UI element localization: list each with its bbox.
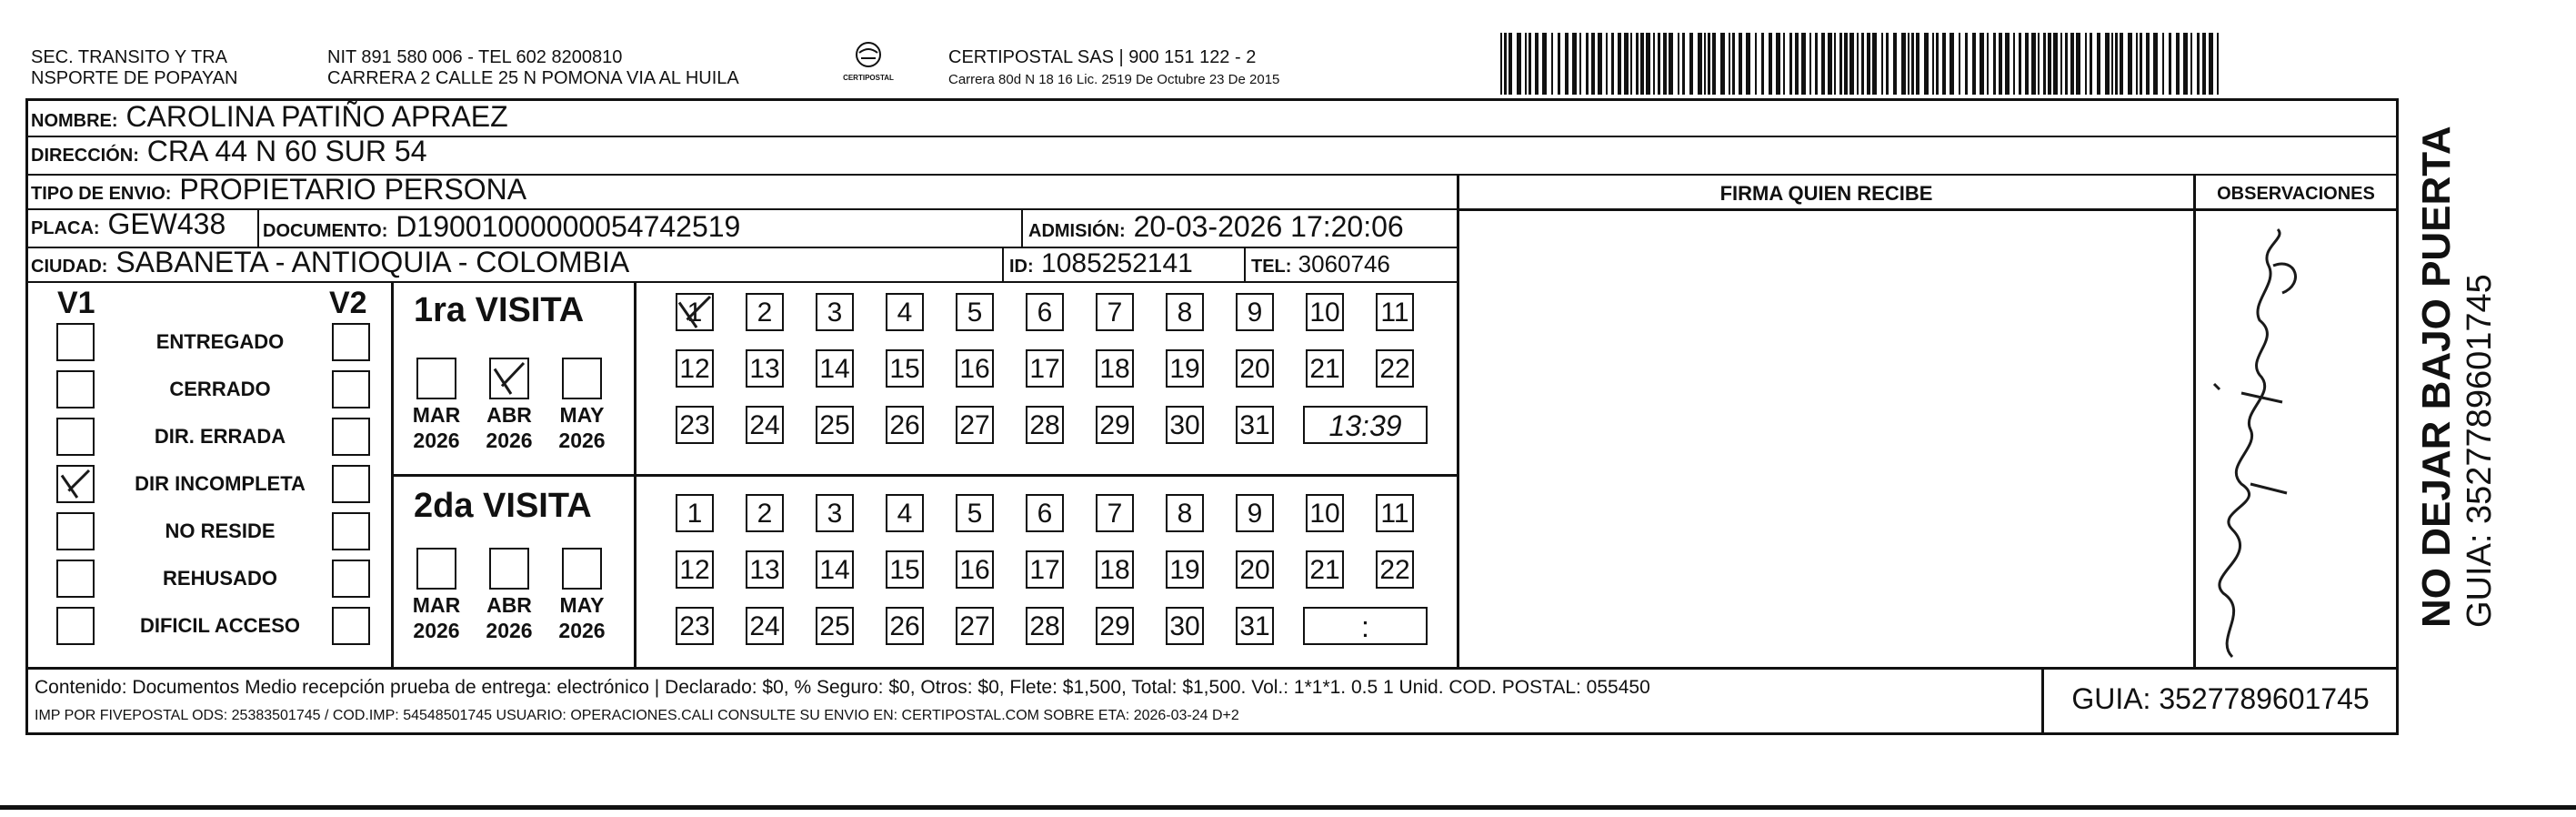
- barcode-bar: [1732, 33, 1735, 95]
- barcode-bar: [2053, 33, 2058, 95]
- guia-box: [2041, 667, 2397, 735]
- barcode-bar: [1844, 33, 1848, 95]
- day-cell[interactable]: 24: [746, 406, 784, 444]
- id-value: 1085252141: [1041, 248, 1193, 278]
- barcode-bar: [1586, 33, 1589, 95]
- day-cell[interactable]: 11: [1376, 494, 1414, 532]
- barcode-bar: [1542, 33, 1547, 95]
- barcode-bar: [1551, 33, 1553, 95]
- day-cell[interactable]: 30: [1166, 607, 1204, 645]
- barcode-bar: [2090, 33, 2092, 95]
- sender-line-2: NSPORTE DE POPAYAN: [31, 68, 238, 88]
- barcode-bar: [1558, 33, 1560, 95]
- day-cell[interactable]: 18: [1096, 550, 1134, 589]
- side-column-border: [2396, 176, 2399, 667]
- barcode-bar: [1525, 33, 1527, 95]
- day-cell[interactable]: 10: [1306, 494, 1344, 532]
- v1-checkbox[interactable]: [56, 465, 95, 503]
- reason-label: NO RESIDE: [165, 519, 276, 542]
- barcode-bar: [2111, 33, 2113, 95]
- barcode-bar: [2197, 33, 2200, 95]
- barcode-bar: [1972, 33, 1976, 95]
- month-name: ABR: [486, 593, 532, 617]
- barcode-bar: [1653, 33, 1655, 95]
- barcode-bar: [1901, 33, 1906, 95]
- barcode-bar: [1739, 33, 1742, 95]
- day-cell[interactable]: 20: [1236, 550, 1274, 589]
- ciudad-label: CIUDAD:: [31, 257, 108, 277]
- barcode-bar: [1646, 33, 1650, 95]
- v1-checkbox[interactable]: [56, 512, 95, 550]
- day-cell[interactable]: 3: [816, 494, 854, 532]
- barcode-bar: [1893, 33, 1897, 95]
- v2-checkbox[interactable]: [332, 323, 370, 361]
- day-cell[interactable]: 29: [1096, 406, 1134, 444]
- barcode-bar: [1861, 33, 1864, 95]
- barcode-bar: [1999, 33, 2002, 95]
- v2-checkbox[interactable]: [332, 512, 370, 550]
- v1-checkbox[interactable]: [56, 418, 95, 456]
- barcode-bar: [1993, 33, 1996, 95]
- direccion-label: DIRECCIÓN:: [31, 146, 139, 166]
- barcode-bar: [1746, 33, 1750, 95]
- day-cell[interactable]: 17: [1026, 550, 1064, 589]
- barcode-bar: [1678, 33, 1679, 95]
- barcode-bar: [1640, 33, 1644, 95]
- observations-area[interactable]: [2196, 211, 2396, 666]
- barcode-bar: [1500, 33, 1502, 95]
- visit1-title: 1ra VISITA: [414, 291, 585, 329]
- barcode-bar: [1809, 33, 1811, 95]
- barcode-bar: [2136, 33, 2138, 95]
- day-cell[interactable]: 13: [746, 349, 784, 388]
- v2-label: V2: [329, 286, 367, 320]
- barcode-bar: [1783, 33, 1785, 95]
- observaciones-label: OBSERVACIONES: [2217, 184, 2375, 204]
- day-cell[interactable]: 31: [1236, 406, 1274, 444]
- month-checkbox[interactable]: [416, 548, 456, 590]
- barcode-bar: [1712, 33, 1716, 95]
- barcode-bar: [1729, 33, 1730, 95]
- day-cell[interactable]: 31: [1236, 607, 1274, 645]
- barcode-bar: [1535, 33, 1539, 95]
- barcode-bar: [1872, 33, 1877, 95]
- barcode-bar: [2183, 33, 2188, 95]
- sender-line-1: SEC. TRANSITO Y TRA: [31, 47, 227, 67]
- day-cell[interactable]: 28: [1026, 607, 1064, 645]
- day-cell[interactable]: 12: [676, 349, 714, 388]
- month-year: 2026: [558, 429, 606, 452]
- barcode-bar: [1658, 33, 1660, 95]
- signature-area[interactable]: [1459, 211, 2193, 666]
- day-cell[interactable]: 26: [886, 406, 924, 444]
- barcode-bar: [1598, 33, 1602, 95]
- day-cell[interactable]: 22: [1376, 550, 1414, 589]
- barcode-bar: [1821, 33, 1825, 95]
- barcode-bar: [1959, 33, 1960, 95]
- day-cell[interactable]: 4: [886, 494, 924, 532]
- visit2-title: 2da VISITA: [414, 487, 592, 525]
- day-cell[interactable]: 6: [1026, 293, 1064, 331]
- barcode-bar: [2065, 33, 2068, 95]
- barcode-bar: [2038, 33, 2040, 95]
- day-cell[interactable]: 13: [746, 550, 784, 589]
- barcode-bar: [2209, 33, 2213, 95]
- day-cell[interactable]: 20: [1236, 349, 1274, 388]
- barcode-bar: [1579, 33, 1581, 95]
- barcode-bar: [1857, 33, 1859, 95]
- bottom-edge: [0, 805, 2576, 810]
- barcode-bar: [1755, 33, 1757, 95]
- day-cell[interactable]: 11: [1376, 293, 1414, 331]
- day-cell[interactable]: 17: [1026, 349, 1064, 388]
- placa-label: PLACA:: [31, 218, 100, 238]
- reason-label: ENTREGADO: [155, 330, 285, 353]
- barcode-bar: [1881, 33, 1883, 95]
- day-cell[interactable]: 23: [676, 406, 714, 444]
- month-name: MAR: [412, 593, 461, 617]
- address-line: CARRERA 2 CALLE 25 N POMONA VIA AL HUILA: [327, 68, 739, 88]
- barcode-bar: [1529, 33, 1531, 95]
- day-cell[interactable]: 25: [816, 607, 854, 645]
- day-cell[interactable]: 4: [886, 293, 924, 331]
- barcode-bar: [2217, 33, 2219, 95]
- day-cell[interactable]: 15: [886, 550, 924, 589]
- barcode-bar: [1630, 33, 1632, 95]
- day-cell[interactable]: 21: [1306, 349, 1344, 388]
- barcode-bar: [1834, 33, 1836, 95]
- barcode-bar: [2031, 33, 2036, 95]
- day-cell[interactable]: 28: [1026, 406, 1064, 444]
- barcode-bar: [1517, 33, 1521, 95]
- barcode-bar: [1776, 33, 1780, 95]
- visit-separator: [394, 474, 1457, 477]
- day-cell[interactable]: 3: [816, 293, 854, 331]
- barcode-bar: [1867, 33, 1870, 95]
- side-guia: GUIA: 3527789601745: [2461, 274, 2499, 628]
- barcode-bar: [1682, 33, 1685, 95]
- reason-label: DIR INCOMPLETA: [135, 472, 306, 495]
- day-cell[interactable]: 5: [956, 293, 994, 331]
- time-box[interactable]: :: [1303, 607, 1428, 645]
- side-warning: NO DEJAR BAJO PUERTA: [2414, 126, 2459, 628]
- day-cell[interactable]: 16: [956, 349, 994, 388]
- barcode-bar: [1950, 33, 1954, 95]
- barcode-bar: [1839, 33, 1842, 95]
- month-checkbox[interactable]: [562, 548, 602, 590]
- v1-checkbox[interactable]: [56, 370, 95, 408]
- v1-checkbox[interactable]: [56, 323, 95, 361]
- id-label: ID:: [1009, 257, 1034, 277]
- barcode-bar: [1509, 33, 1512, 95]
- day-cell[interactable]: 5: [956, 494, 994, 532]
- barcode-bar: [1504, 33, 1507, 95]
- sender-contact-block: [327, 47, 739, 89]
- nit-line: NIT 891 580 006 - TEL 602 8200810: [327, 47, 623, 67]
- day-cell[interactable]: 6: [1026, 494, 1064, 532]
- reason-label: REHUSADO: [163, 567, 277, 590]
- tel-field: [1244, 248, 1390, 281]
- barcode-bar: [1572, 33, 1577, 95]
- barcode-bar: [1708, 33, 1710, 95]
- barcode-bar: [1795, 33, 1799, 95]
- observations-handwriting: [2196, 211, 2396, 666]
- barcode-bar: [2097, 33, 2100, 95]
- barcode-bar: [1618, 33, 1621, 95]
- observaciones-header: [2196, 178, 2396, 211]
- barcode-bar: [1669, 33, 1673, 95]
- day-cell[interactable]: 10: [1306, 293, 1344, 331]
- barcode-bar: [1936, 33, 1939, 95]
- barcode-bar: [2128, 33, 2132, 95]
- v2-checkbox[interactable]: [332, 607, 370, 645]
- barcode-bar: [2176, 33, 2180, 95]
- barcode-bar: [1908, 33, 1909, 95]
- reason-label: DIR. ERRADA: [154, 425, 286, 448]
- barcode-bar: [1761, 33, 1764, 95]
- month-year: 2026: [486, 619, 533, 642]
- day-cell[interactable]: 9: [1236, 494, 1274, 532]
- logo-emblem-icon: [850, 40, 887, 71]
- month-checkbox[interactable]: [489, 548, 529, 590]
- barcode-bar: [2070, 33, 2074, 95]
- barcode-bar: [1932, 33, 1934, 95]
- day-cell[interactable]: 7: [1096, 293, 1134, 331]
- day-cell[interactable]: 19: [1166, 349, 1204, 388]
- month-name: MAR: [412, 403, 461, 427]
- barcode-bar: [1916, 33, 1919, 95]
- barcode-bar: [1591, 33, 1595, 95]
- month-checkbox[interactable]: [562, 358, 602, 399]
- barcode-bar: [1624, 33, 1629, 95]
- id-field: [1002, 248, 1193, 281]
- barcode: [1500, 33, 2223, 95]
- v2-checkbox[interactable]: [332, 418, 370, 456]
- v1-checkbox[interactable]: [56, 607, 95, 645]
- day-cell[interactable]: 19: [1166, 550, 1204, 589]
- guia-box-value: GUIA: 3527789601745: [2071, 682, 2370, 715]
- barcode-bar: [2115, 33, 2118, 95]
- barcode-bar: [2076, 33, 2080, 95]
- month-year: 2026: [558, 619, 606, 642]
- barcode-bar: [1636, 33, 1639, 95]
- barcode-bar: [1769, 33, 1772, 95]
- barcode-bar: [1611, 33, 1614, 95]
- nombre-label: NOMBRE:: [31, 111, 118, 131]
- tel-label: TEL:: [1251, 257, 1292, 277]
- day-cell[interactable]: 16: [956, 550, 994, 589]
- day-cell[interactable]: 1: [676, 293, 714, 331]
- barcode-bar: [1911, 33, 1914, 95]
- barcode-bar: [1704, 33, 1706, 95]
- tipo-label: TIPO DE ENVIO:: [31, 184, 172, 204]
- day-cell[interactable]: 21: [1306, 550, 1344, 589]
- v2-checkbox[interactable]: [332, 560, 370, 598]
- day-cell[interactable]: 14: [816, 349, 854, 388]
- logo-text: CERTIPOSTAL: [843, 74, 894, 82]
- content-line: Contenido: Documentos Medio recepción prueba de entrega: electrónico | Declarado: $0, % Seguro: $0, Otros: $0, Flete: $1,500, Total: $1,500. Vol.: 1*1*1. 0.5 1 Unid. COD. POSTAL: 055450: [35, 677, 1650, 698]
- barcode-bar: [2140, 33, 2142, 95]
- day-cell[interactable]: 26: [886, 607, 924, 645]
- day-cell[interactable]: 27: [956, 607, 994, 645]
- month-name: ABR: [486, 403, 532, 427]
- day-cell[interactable]: 18: [1096, 349, 1134, 388]
- day-check-mark: [676, 293, 714, 331]
- barcode-bar: [1965, 33, 1968, 95]
- admision-label: ADMISIÓN:: [1028, 221, 1126, 241]
- day-cell[interactable]: 24: [746, 607, 784, 645]
- day-cell[interactable]: 12: [676, 550, 714, 589]
- day-cell[interactable]: 29: [1096, 607, 1134, 645]
- month-year: 2026: [413, 429, 460, 452]
- barcode-bar: [2153, 33, 2158, 95]
- company-sub: Carrera 80d N 18 16 Lic. 2519 De Octubre 23 De 2015: [948, 72, 1280, 87]
- barcode-bar: [2060, 33, 2062, 95]
- ciudad-value: SABANETA - ANTIOQUIA - COLOMBIA: [115, 246, 630, 278]
- barcode-bar: [1606, 33, 1608, 95]
- nombre-row: [27, 100, 2397, 137]
- documento-value: D19001000000054742519: [396, 210, 741, 243]
- day-cell[interactable]: 1: [676, 494, 714, 532]
- barcode-bar: [2019, 33, 2021, 95]
- barcode-bar: [2025, 33, 2029, 95]
- barcode-bar: [2085, 33, 2087, 95]
- barcode-bar: [1789, 33, 1792, 95]
- day-cell[interactable]: 8: [1166, 494, 1204, 532]
- firma-header: [1459, 178, 2193, 211]
- month-year: 2026: [486, 429, 533, 452]
- month-name: MAY: [559, 593, 605, 617]
- day-cell[interactable]: 27: [956, 406, 994, 444]
- company-line: CERTIPOSTAL SAS | 900 151 122 - 2: [948, 47, 1257, 67]
- sender-block: [31, 47, 237, 89]
- barcode-bar: [1980, 33, 1984, 95]
- barcode-bar: [2105, 33, 2110, 95]
- admision-field: [1021, 210, 1404, 247]
- barcode-bar: [2190, 33, 2192, 95]
- v2-checkbox[interactable]: [332, 370, 370, 408]
- barcode-bar: [2146, 33, 2150, 95]
- reason-label: DIFICIL ACCESO: [139, 614, 300, 637]
- v1-label: V1: [57, 286, 95, 320]
- side-text: [2414, 109, 2523, 628]
- barcode-bar: [1720, 33, 1725, 95]
- documento-label: DOCUMENTO:: [263, 221, 388, 241]
- imp-line: IMP POR FIVEPOSTAL ODS: 25383501745 / COD.IMP: 54548501745 USUARIO: OPERACIONES.CALI CONSULTE SU ENVIO EN: CERTIPOSTAL.COM SOBRE ETA: 2026-03-24 D+2: [35, 708, 1239, 723]
- barcode-bar: [1801, 33, 1806, 95]
- day-cell[interactable]: 7: [1096, 494, 1134, 532]
- barcode-bar: [1689, 33, 1693, 95]
- day-cell[interactable]: 25: [816, 406, 854, 444]
- barcode-bar: [2043, 33, 2046, 95]
- company-block: [948, 47, 1279, 87]
- direccion-row: [27, 137, 2397, 176]
- admision-value: 20-03-2026 17:20:06: [1133, 210, 1404, 243]
- month-name: MAY: [559, 403, 605, 427]
- day-cell[interactable]: 8: [1166, 293, 1204, 331]
- barcode-bar: [2162, 33, 2164, 95]
- day-cell[interactable]: 23: [676, 607, 714, 645]
- day-cell[interactable]: 9: [1236, 293, 1274, 331]
- time-box[interactable]: 13:39: [1303, 406, 1428, 444]
- reason-label: CERRADO: [169, 378, 271, 400]
- day-cell[interactable]: 15: [886, 349, 924, 388]
- month-year: 2026: [413, 619, 460, 642]
- v1-checkbox[interactable]: [56, 560, 95, 598]
- barcode-bar: [1942, 33, 1946, 95]
- day-cell[interactable]: 14: [816, 550, 854, 589]
- tipo-value: PROPIETARIO PERSONA: [179, 173, 527, 206]
- barcode-bar: [1886, 33, 1889, 95]
- barcode-bar: [1987, 33, 1989, 95]
- barcode-bar: [1924, 33, 1929, 95]
- barcode-bar: [2120, 33, 2123, 95]
- documento-field: [257, 210, 740, 247]
- month-checkbox[interactable]: [416, 358, 456, 399]
- barcode-bar: [1849, 33, 1854, 95]
- barcode-bar: [1663, 33, 1667, 95]
- barcode-bar: [2169, 33, 2171, 95]
- barcode-bar: [1815, 33, 1818, 95]
- day-cell[interactable]: 2: [746, 494, 784, 532]
- v2-checkbox[interactable]: [332, 465, 370, 503]
- nombre-value: CAROLINA PATIÑO APRAEZ: [125, 100, 508, 133]
- firma-label: FIRMA QUIEN RECIBE: [1719, 182, 1933, 205]
- day-cell[interactable]: 22: [1376, 349, 1414, 388]
- direccion-value: CRA 44 N 60 SUR 54: [146, 135, 427, 167]
- barcode-bar: [2005, 33, 2010, 95]
- day-cell[interactable]: 2: [746, 293, 784, 331]
- month-checkbox[interactable]: [489, 358, 529, 399]
- barcode-bar: [1565, 33, 1569, 95]
- placa-value: GEW438: [107, 207, 226, 240]
- barcode-bar: [2013, 33, 2015, 95]
- barcode-bar: [2202, 33, 2206, 95]
- barcode-bar: [1698, 33, 1702, 95]
- tel-value: 3060746: [1298, 250, 1390, 277]
- barcode-bar: [1828, 33, 1832, 95]
- certipostal-logo: [832, 40, 905, 95]
- barcode-bar: [2048, 33, 2051, 95]
- day-cell[interactable]: 30: [1166, 406, 1204, 444]
